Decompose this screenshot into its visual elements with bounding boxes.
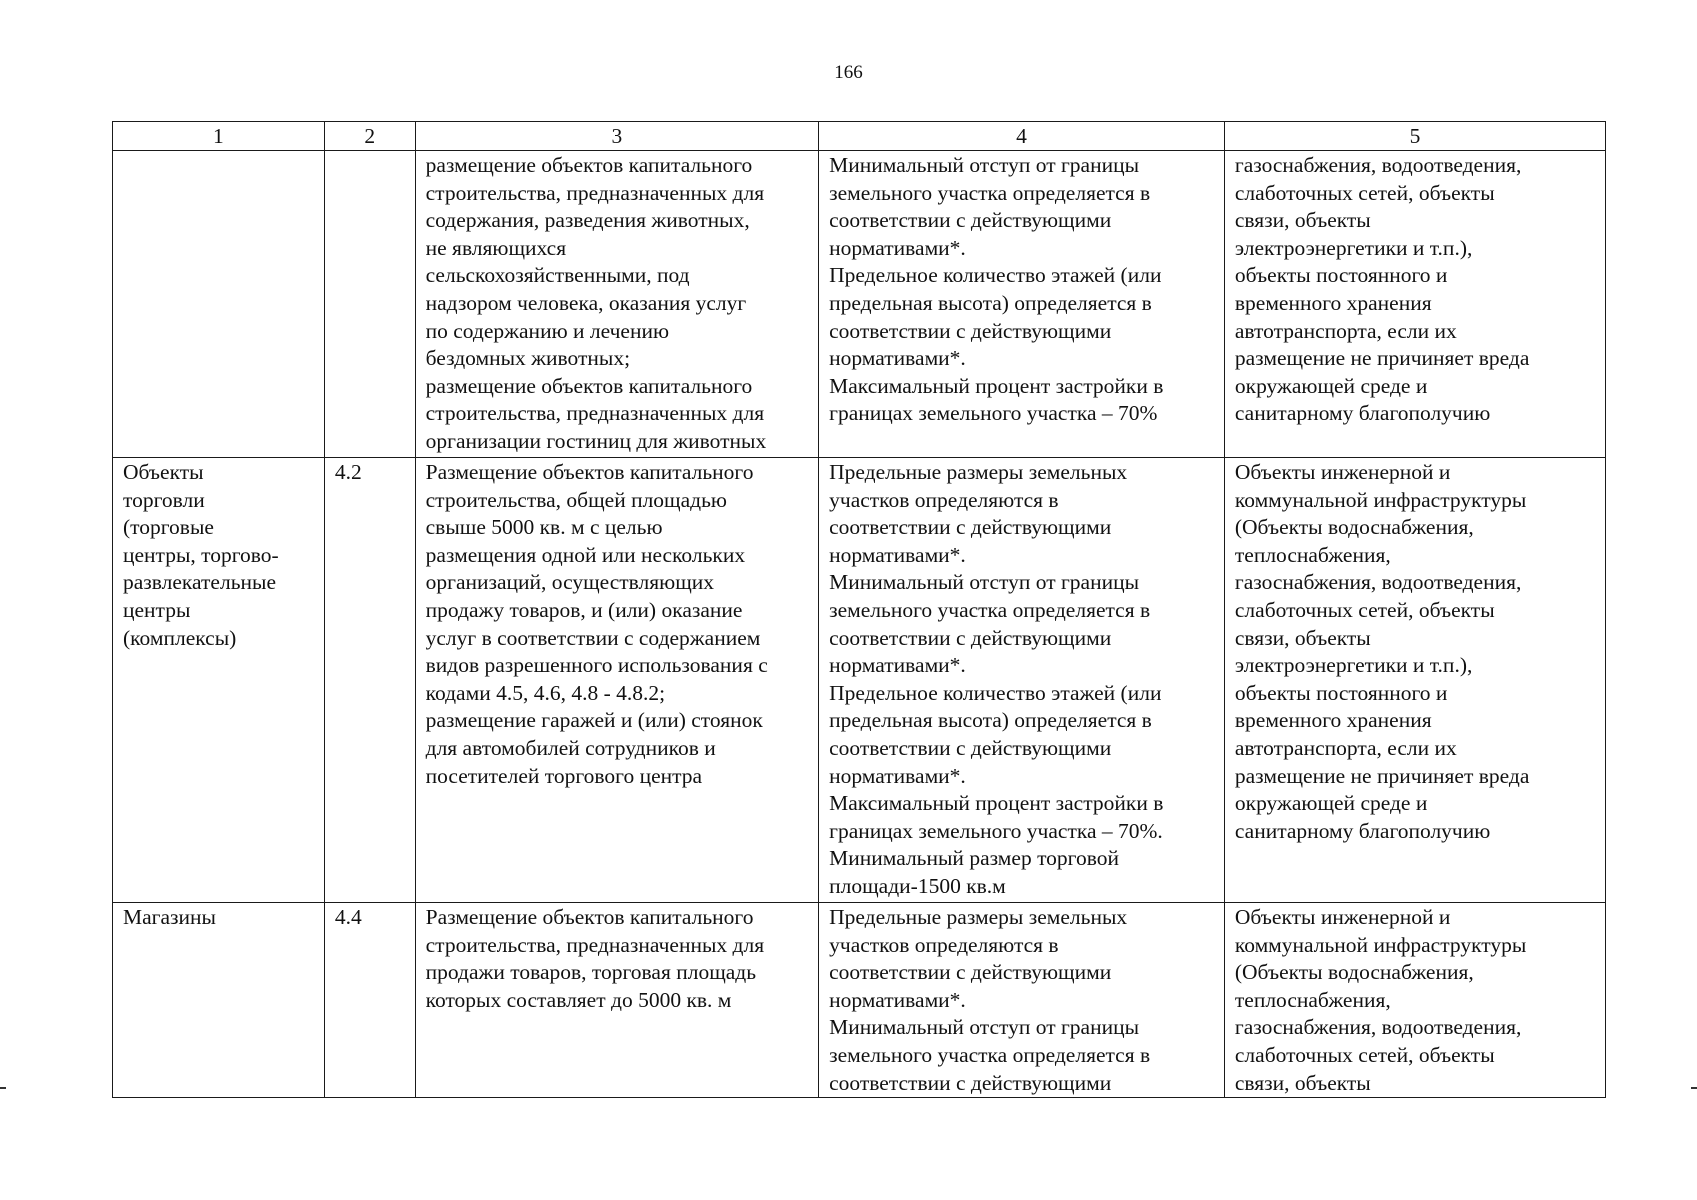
cell-line: автотранспорта, если их bbox=[1234, 318, 1457, 343]
cell-line: посетителей торгового центра bbox=[425, 763, 703, 788]
cell-line: автотранспорта, если их bbox=[1234, 735, 1457, 760]
cell-line: связи, объекты bbox=[1234, 625, 1371, 650]
cell-line: центры bbox=[123, 597, 191, 622]
cell-line: Предельное количество этажей (или bbox=[829, 263, 1162, 288]
cell-line: коммунальной инфраструктуры bbox=[1234, 932, 1527, 957]
column-header-4: 4 bbox=[819, 122, 1225, 151]
cell-line: участков определяются в bbox=[829, 932, 1059, 957]
cell-line: газоснабжения, водоотведения, bbox=[1234, 570, 1522, 595]
cell-line: (Объекты водоснабжения, bbox=[1234, 960, 1474, 985]
cell-line: содержания, разведения животных, bbox=[425, 208, 750, 233]
cell-line: окружающей среде и bbox=[1234, 791, 1428, 816]
cell-line: нормативами*. bbox=[829, 235, 966, 260]
cell-line: слаботочных сетей, объекты bbox=[1234, 1042, 1495, 1067]
cell-line: нормативами*. bbox=[829, 542, 966, 567]
cell-description bbox=[415, 151, 819, 458]
cell-auxiliary bbox=[1224, 458, 1605, 903]
cell-line: Объекты bbox=[123, 460, 204, 484]
cell-line: Максимальный процент застройки в bbox=[829, 791, 1164, 816]
header-row bbox=[113, 122, 1606, 151]
cell-line: электроэнергетики и т.п.), bbox=[1234, 235, 1473, 260]
cell-line: газоснабжения, водоотведения, bbox=[1234, 1015, 1522, 1040]
cell-parameters bbox=[819, 903, 1225, 1098]
cell-line: Объекты инженерной и bbox=[1234, 460, 1451, 484]
cell-line: объекты постоянного и bbox=[1234, 263, 1448, 288]
cell-line: (Объекты водоснабжения, bbox=[1234, 515, 1474, 540]
cell-parameters bbox=[819, 458, 1225, 903]
cell-line: электроэнергетики и т.п.), bbox=[1234, 653, 1473, 678]
cell-auxiliary bbox=[1224, 151, 1605, 458]
cell-line: Размещение объектов капитального bbox=[425, 460, 754, 484]
cell-line: размещение объектов капитального bbox=[425, 153, 753, 177]
table-row bbox=[113, 903, 1606, 1098]
cell-name bbox=[113, 151, 325, 458]
cell-line: размещение гаражей и (или) стоянок bbox=[425, 708, 763, 733]
cell-line: соответствии с действующими bbox=[829, 208, 1112, 233]
cell-line: газоснабжения, водоотведения, bbox=[1234, 153, 1522, 177]
cell-line: связи, объекты bbox=[1234, 1070, 1371, 1095]
table-row bbox=[113, 151, 1606, 458]
cell-line: соответствии с действующими bbox=[829, 318, 1112, 343]
cell-line: соответствии с действующими bbox=[829, 735, 1112, 760]
cell-line: строительства, общей площадью bbox=[425, 487, 727, 512]
cell-line: размещение не причиняет вреда bbox=[1234, 346, 1530, 371]
cell-line: развлекательные bbox=[123, 570, 276, 595]
table-row bbox=[113, 458, 1606, 903]
column-header-3: 3 bbox=[415, 122, 819, 151]
cell-line: участков определяются в bbox=[829, 487, 1059, 512]
cell-line: предельная высота) определяется в bbox=[829, 708, 1152, 733]
cell-line: соответствии с действующими bbox=[829, 625, 1112, 650]
column-header-1: 1 bbox=[113, 122, 325, 151]
cell-line: окружающей среде и bbox=[1234, 373, 1428, 398]
cell-line: Предельные размеры земельных bbox=[829, 905, 1128, 929]
cell-line: 4.4 bbox=[334, 905, 362, 929]
cell-line: видов разрешенного использования с bbox=[425, 653, 768, 678]
cell-line: организации гостиниц для животных bbox=[425, 428, 767, 453]
cell-code bbox=[324, 458, 415, 903]
cell-description bbox=[415, 903, 819, 1098]
cell-line: слаботочных сетей, объекты bbox=[1234, 597, 1495, 622]
cell-line: услуг в соответствии с содержанием bbox=[425, 625, 761, 650]
cell-line: продажи товаров, торговая площадь bbox=[425, 960, 757, 985]
scan-edge-mark-right bbox=[1691, 1087, 1697, 1089]
cell-line: теплоснабжения, bbox=[1234, 987, 1391, 1012]
cell-line: Максимальный процент застройки в bbox=[829, 373, 1164, 398]
cell-line: Предельное количество этажей (или bbox=[829, 680, 1162, 705]
cell-line: по содержанию и лечению bbox=[425, 318, 670, 343]
cell-code bbox=[324, 903, 415, 1098]
cell-line: продажу товаров, и (или) оказание bbox=[425, 597, 743, 622]
cell-line: которых составляет до 5000 кв. м bbox=[425, 987, 732, 1012]
cell-line: временного хранения bbox=[1234, 290, 1432, 315]
cell-line: Магазины bbox=[123, 905, 216, 929]
cell-line: нормативами*. bbox=[829, 987, 966, 1012]
cell-line: санитарному благополучию bbox=[1234, 818, 1491, 843]
cell-line: Минимальный отступ от границы bbox=[829, 153, 1140, 177]
cell-line: соответствии с действующими bbox=[829, 1070, 1112, 1095]
cell-line: Размещение объектов капитального bbox=[425, 905, 754, 929]
page-number: 166 bbox=[834, 62, 863, 83]
cell-description bbox=[415, 458, 819, 903]
land-use-table bbox=[112, 121, 1606, 1098]
cell-line: объекты постоянного и bbox=[1234, 680, 1448, 705]
cell-line: земельного участка определяется в bbox=[829, 597, 1151, 622]
cell-line: (торговые bbox=[123, 515, 214, 540]
cell-line: временного хранения bbox=[1234, 708, 1432, 733]
cell-line: нормативами*. bbox=[829, 653, 966, 678]
cell-line: границах земельного участка – 70% bbox=[829, 401, 1158, 426]
cell-line: Минимальный размер торговой bbox=[829, 846, 1119, 871]
cell-line: торговли bbox=[123, 487, 205, 512]
scan-edge-mark-left bbox=[0, 1087, 6, 1089]
cell-line: нормативами*. bbox=[829, 763, 966, 788]
column-header-2: 2 bbox=[324, 122, 415, 151]
cell-line: кодами 4.5, 4.6, 4.8 - 4.8.2; bbox=[425, 680, 666, 705]
cell-line: строительства, предназначенных для bbox=[425, 180, 765, 205]
cell-line: соответствии с действующими bbox=[829, 515, 1112, 540]
cell-line: надзором человека, оказания услуг bbox=[425, 290, 747, 315]
cell-line: размещение не причиняет вреда bbox=[1234, 763, 1530, 788]
cell-line: свыше 5000 кв. м с целью bbox=[425, 515, 663, 540]
cell-parameters bbox=[819, 151, 1225, 458]
cell-name bbox=[113, 903, 325, 1098]
cell-line: Минимальный отступ от границы bbox=[829, 1015, 1140, 1040]
cell-line: строительства, предназначенных для bbox=[425, 932, 765, 957]
cell-line: строительства, предназначенных для bbox=[425, 401, 765, 426]
cell-line: центры, торгово- bbox=[123, 542, 279, 567]
cell-line: связи, объекты bbox=[1234, 208, 1371, 233]
cell-line: размещения одной или нескольких bbox=[425, 542, 746, 567]
cell-line: организаций, осуществляющих bbox=[425, 570, 715, 595]
cell-line: Предельные размеры земельных bbox=[829, 460, 1128, 484]
cell-line: слаботочных сетей, объекты bbox=[1234, 180, 1495, 205]
cell-auxiliary bbox=[1224, 903, 1605, 1098]
cell-line: (комплексы) bbox=[123, 625, 237, 650]
cell-name bbox=[113, 458, 325, 903]
column-header-5: 5 bbox=[1224, 122, 1605, 151]
cell-line: сельскохозяйственными, под bbox=[425, 263, 690, 288]
cell-line: нормативами*. bbox=[829, 346, 966, 371]
cell-line: размещение объектов капитального bbox=[425, 373, 753, 398]
cell-line: санитарному благополучию bbox=[1234, 401, 1491, 426]
cell-line: земельного участка определяется в bbox=[829, 1042, 1151, 1067]
cell-line: соответствии с действующими bbox=[829, 960, 1112, 985]
cell-line: коммунальной инфраструктуры bbox=[1234, 487, 1527, 512]
cell-line: границах земельного участка – 70%. bbox=[829, 818, 1163, 843]
cell-line: площади-1500 кв.м bbox=[829, 873, 1006, 898]
cell-line: Объекты инженерной и bbox=[1234, 905, 1451, 929]
cell-line: предельная высота) определяется в bbox=[829, 290, 1152, 315]
cell-line: земельного участка определяется в bbox=[829, 180, 1151, 205]
cell-line: теплоснабжения, bbox=[1234, 542, 1391, 567]
cell-line: 4.2 bbox=[334, 460, 362, 484]
cell-code bbox=[324, 151, 415, 458]
cell-line: не являющихся bbox=[425, 235, 567, 260]
cell-line: для автомобилей сотрудников и bbox=[425, 735, 716, 760]
cell-line: Минимальный отступ от границы bbox=[829, 570, 1140, 595]
cell-line: бездомных животных; bbox=[425, 346, 631, 371]
